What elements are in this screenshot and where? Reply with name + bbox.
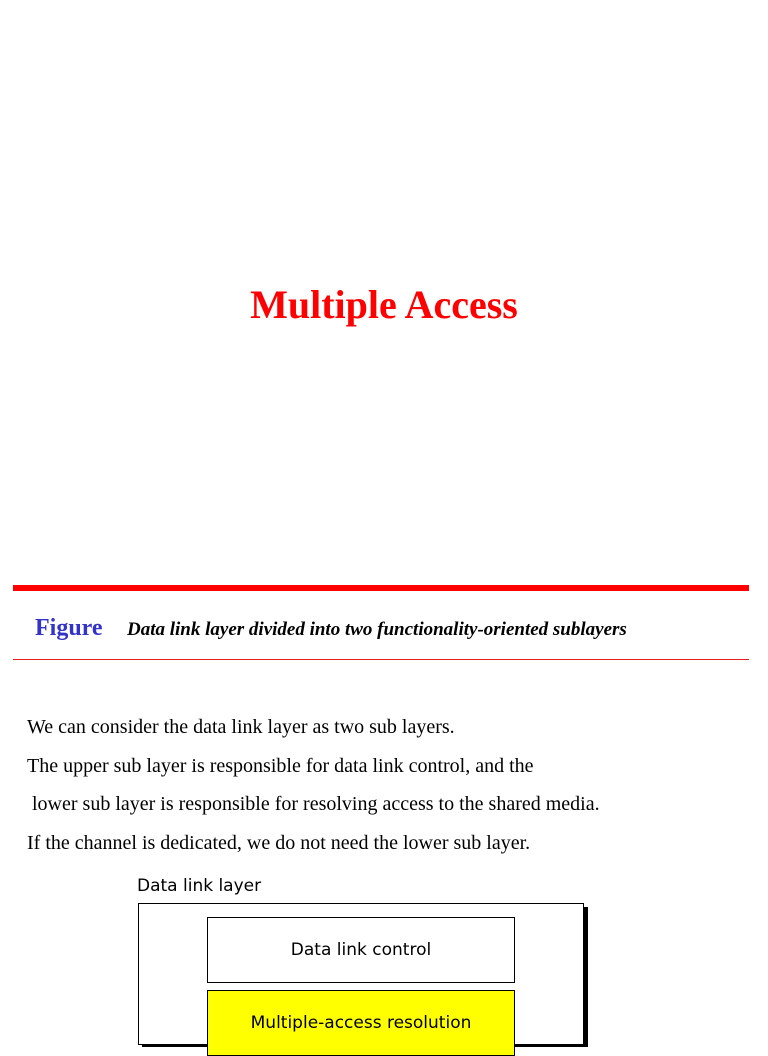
body-text-line: If the channel is dedicated, we do not need the lower sub layer.: [27, 832, 531, 854]
figure-label: Figure: [35, 615, 103, 641]
slide-title: Multiple Access: [250, 282, 518, 327]
body-text-line: The upper sub layer is responsible for data link control, and the: [27, 755, 534, 777]
body-text-line: We can consider the data link layer as two sub layers.: [27, 716, 455, 738]
data-link-control-sublayer: Data link control: [207, 917, 515, 983]
figure-caption: Data link layer divided into two functionality-oriented sublayers: [127, 619, 627, 640]
section-divider-thick: [13, 585, 749, 591]
section-divider-thin: [13, 659, 749, 660]
body-text-line: lower sub layer is responsible for resolving access to the shared media.: [27, 793, 600, 815]
multiple-access-resolution-sublayer: Multiple-access resolution: [207, 990, 515, 1056]
diagram-title: Data link layer: [137, 876, 262, 896]
